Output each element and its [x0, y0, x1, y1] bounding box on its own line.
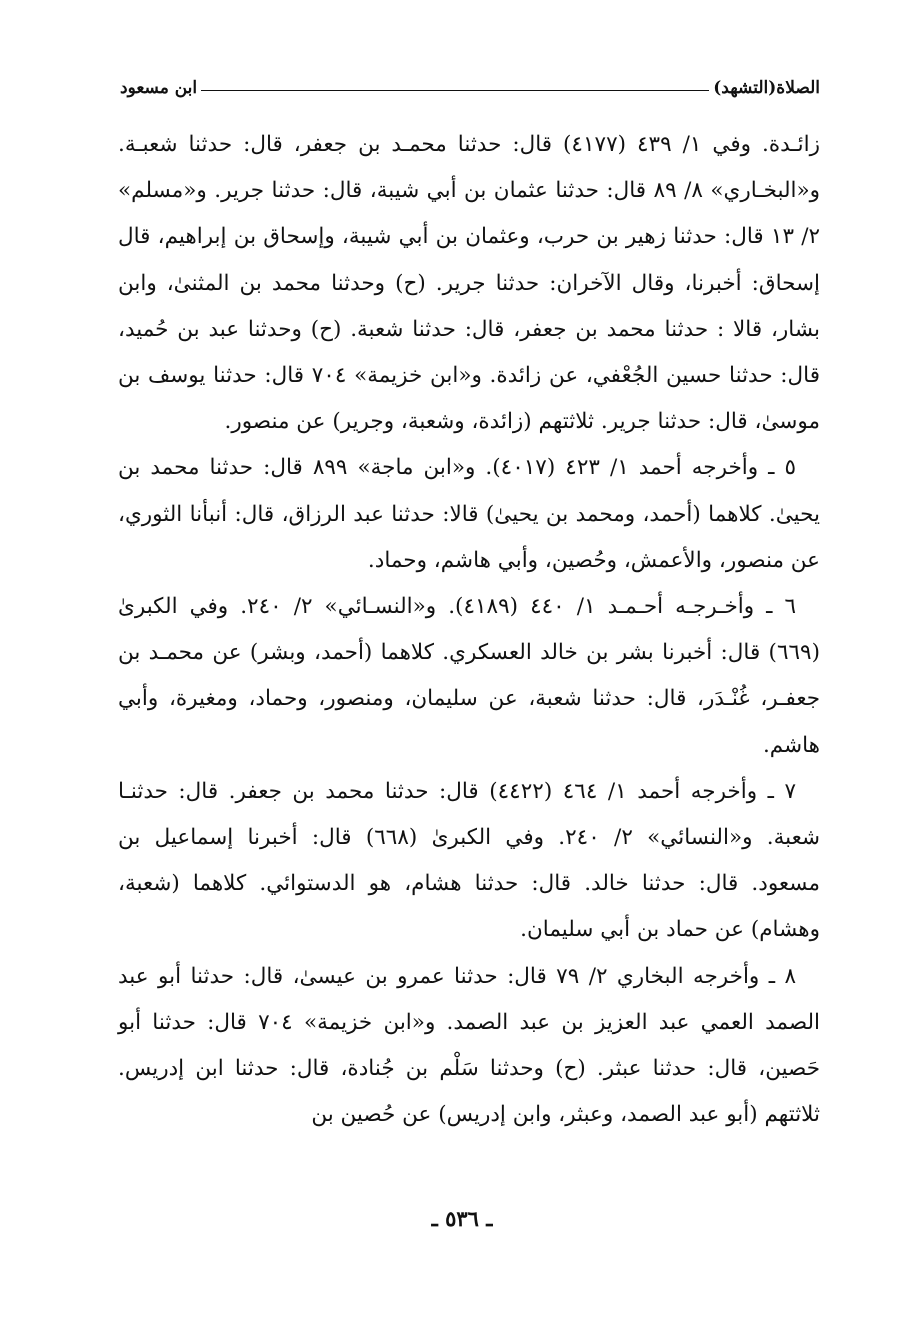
paragraph-item-5: ٥ ـ وأخرجه أحمد ١/ ٤٢٣ (٤٠١٧). و«ابن ماجة» ٨٩٩ قال: حدثنا محمد بن يحيىٰ. كلاهما (أحمد، ومحمد بن يحيىٰ) قالا: حدثنا عبد الرزاق، قال: أنبأنا الثوري، عن منصور، والأعمش، وحُصين، وأبي هاشم، وحماد. — [118, 455, 820, 573]
running-header — [120, 72, 820, 104]
header-rule — [201, 90, 709, 91]
paragraph-item-8: ٨ ـ وأخرجه البخاري ٢/ ٧٩ قال: حدثنا عمرو بن عيسىٰ، قال: حدثنا أبو عبد الصمد العمي عبد العزيز بن عبد الصمد. و«ابن خزيمة» ٧٠٤ قال: حدثنا أبو حَصين، قال: حدثنا عبثر. (ح) وحدثنا سَلْم بن جُنادة، قال: حدثنا ابن إدريس. ثلاثتهم (أبو عبد الصمد، وعبثر، وابن إدريس) عن حُصين بن — [118, 963, 821, 1128]
chapter-title: الصلاة(التشهد) — [713, 78, 820, 98]
paragraph-item-7: ٧ ـ وأخرجه أحمد ١/ ٤٦٤ (٤٤٢٢) قال: حدثنا محمد بن جعفر. قال: حدثنـا شعبة. و«النسائي» ٢/ ٢٤٠. وفي الكبرىٰ (٦٦٨) قال: أخبرنا إسماعيل بن مسعود. قال: حدثنا خالد. قال: حدثنا هشام، هو الدستوائي. كلاهما (شعبة، وهشام) عن حماد بن أبي سليمان. — [118, 778, 820, 943]
page-body — [118, 122, 820, 1138]
paragraph-item-6: ٦ ـ وأخـرجـه أحـمـد ١/ ٤٤٠ (٤١٨٩). و«النسـائي» ٢/ ٢٤٠. وفي الكبرىٰ (٦٦٩) قال: أخبرنا بشر بن خالد العسكري. كلاهما (أحمد، وبشر) عن محمـد بن جعفـر، غُنْـدَر، قال: حدثنا شعبة، عن سليمان، ومنصور، وحماد، ومغيرة، وأبي هاشم. — [118, 594, 820, 758]
page-number: ـ ٥٣٦ ـ — [431, 1206, 493, 1231]
paragraph-continuation: زائـدة. وفي ١/ ٤٣٩ (٤١٧٧) قال: حدثنا محمـد بن جعفر، قال: حدثنا شعبـة. و«البخـاري» ٨/ ٨٩ قال: حدثنا عثمان بن أبي شيبة، قال: حدثنا جرير. و«مسلم» ٢/ ١٣ قال: حدثنا زهير بن حرب، وعثمان بن أبي شيبة، وإسحاق بن إبراهيم، قال إسحاق: أخبرنا، وقال الآخران: حدثنا جرير. (ح) وحدثنا محمد بن المثنىٰ، وابن بشار، قالا : حدثنا محمد بن جعفر، قال: حدثنا شعبة. (ح) وحدثنا عبد بن حُميد، قال: حدثنا حسين الجُعْفي، عن زائدة. و«ابن خزيمة» ٧٠٤ قال: حدثنا يوسف بن موسىٰ، قال: حدثنا جرير. ثلاثتهم (زائدة، وشعبة، وجرير) عن منصور. — [118, 132, 821, 435]
narrator-title: ابن مسعود — [120, 78, 198, 98]
